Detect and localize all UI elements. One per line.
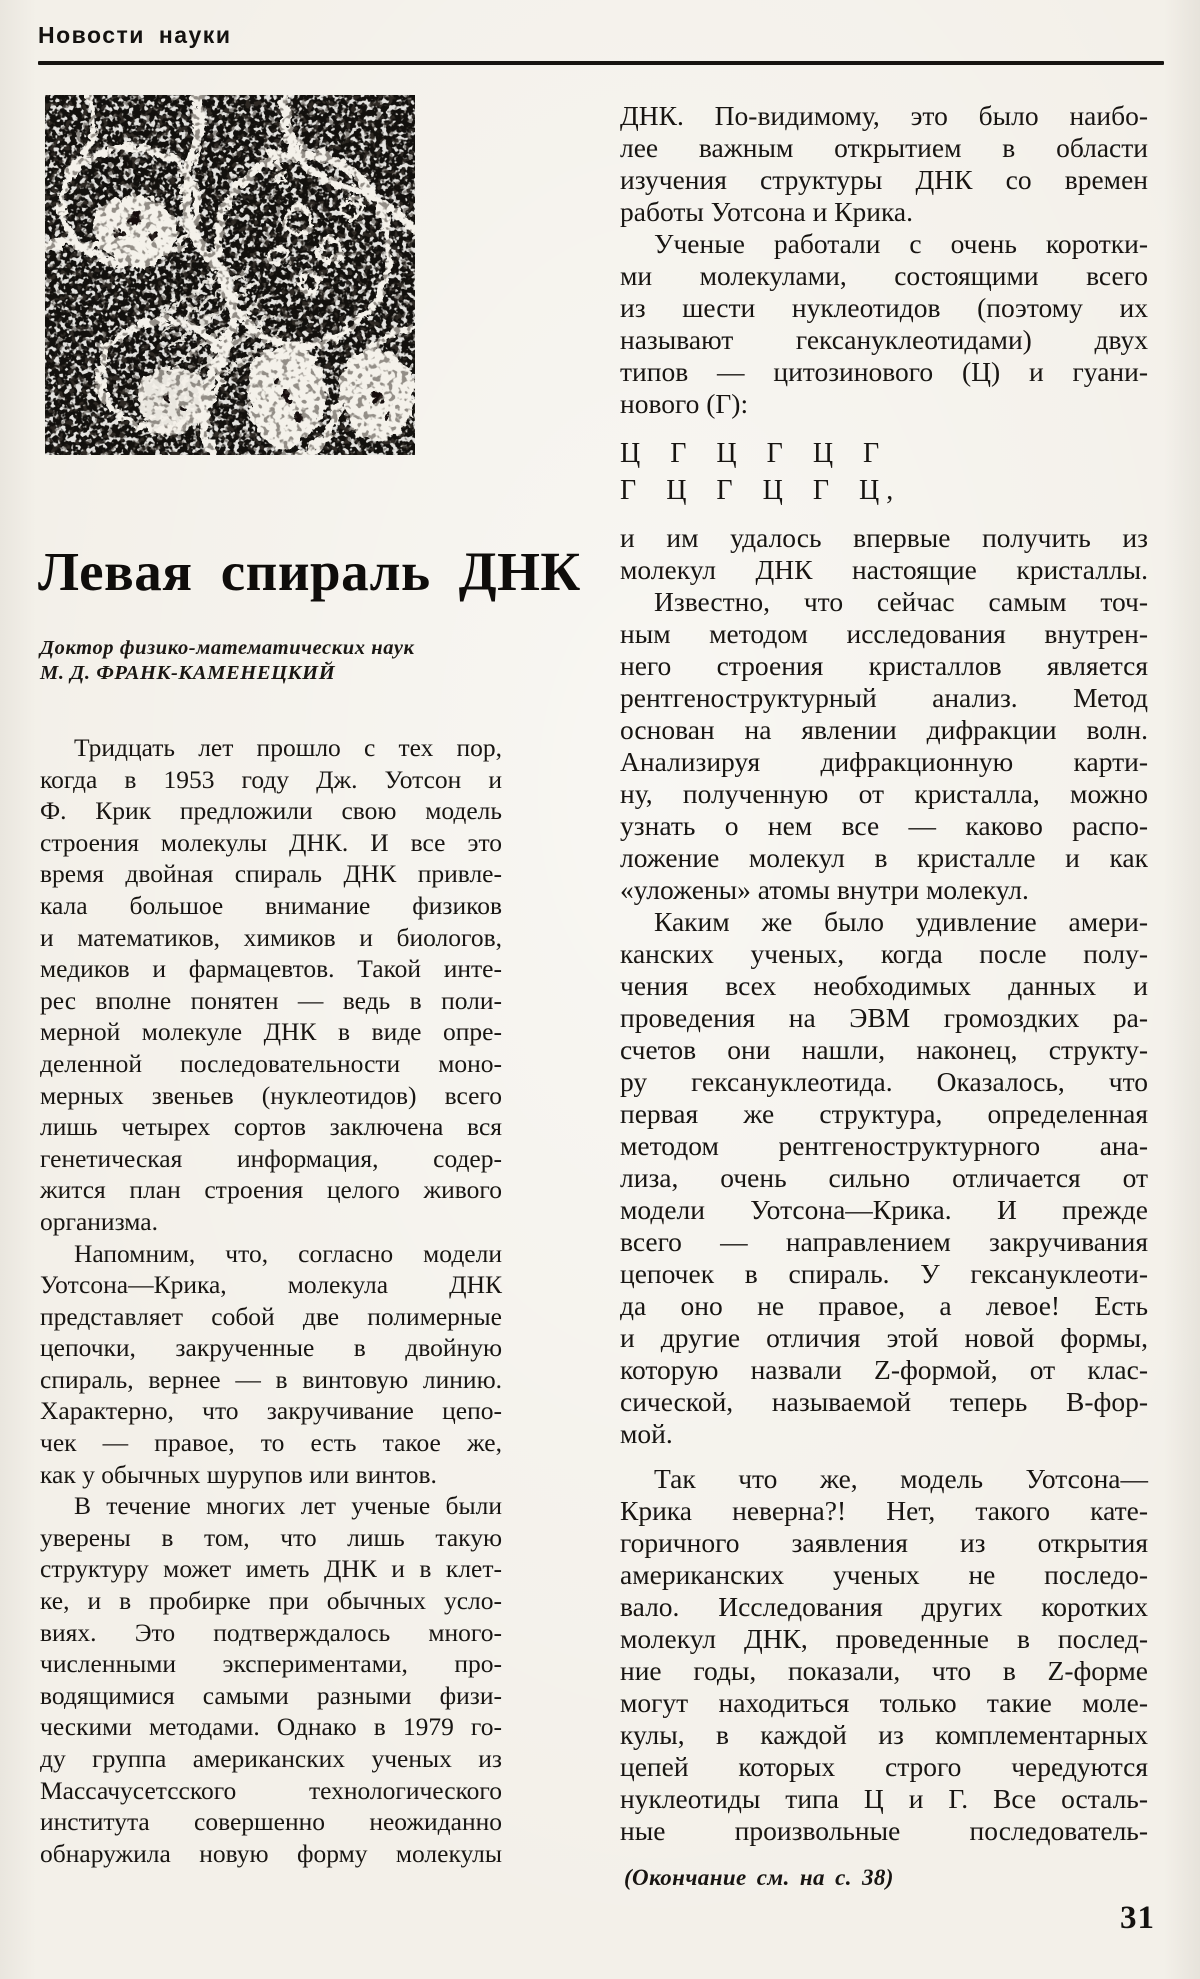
text-line: из шести нуклеотидов (поэтому их bbox=[620, 292, 1148, 323]
text-line: Ученые работали с очень коротки- bbox=[654, 228, 1148, 259]
text-line: горичного заявления из открытия bbox=[620, 1527, 1148, 1558]
text-line: Массачусетсского технологического bbox=[40, 1775, 502, 1805]
text-line: обнаружила новую форму молекулы bbox=[40, 1838, 502, 1868]
text-line: работы Уотсона и Крика. bbox=[620, 196, 913, 227]
text-line: ру гексануклеотида. Оказалось, что bbox=[620, 1066, 1148, 1097]
text-line: ДНК. По-видимому, это было наибо- bbox=[620, 100, 1148, 131]
text-line: структуру может иметь ДНК и в клет- bbox=[40, 1554, 502, 1584]
text-line: Уотсона—Крика, молекула ДНК bbox=[40, 1270, 502, 1300]
text-line: жится план строения целого живого bbox=[40, 1175, 502, 1205]
text-line: Напомним, что, согласно модели bbox=[74, 1238, 502, 1268]
text-line: Крика неверна?! Нет, такого кате- bbox=[620, 1495, 1148, 1526]
text-line: «уложены» атомы внутри молекул. bbox=[620, 874, 1029, 905]
text-line: рес вполне понятен — ведь в поли- bbox=[40, 985, 502, 1015]
text-line: всего — направлением закручивания bbox=[620, 1226, 1148, 1257]
section-rubric: Новости науки bbox=[38, 22, 232, 48]
text-line: ну, полученную от кристалла, можно bbox=[620, 778, 1148, 809]
text-line: изучения структуры ДНК со времен bbox=[620, 164, 1148, 195]
text-line: американских ученых не последо- bbox=[620, 1559, 1148, 1590]
text-line: медиков и фармацевтов. Такой инте- bbox=[40, 954, 502, 984]
text-line: Так что же, модель Уотсона— bbox=[654, 1463, 1148, 1494]
text-line: строения молекулы ДНК. И все это bbox=[40, 827, 502, 857]
page-number: 31 bbox=[1120, 1900, 1155, 1936]
text-line: представляет собой две полимерные bbox=[40, 1301, 502, 1331]
text-line: молекул ДНК настоящие кристаллы. bbox=[620, 554, 1148, 585]
rubric-rule bbox=[38, 61, 1164, 65]
text-line: Ф. Крик предложили свою модель bbox=[40, 796, 502, 826]
text-line: спираль, вернее — в винтовую линию. bbox=[40, 1364, 502, 1394]
text-line: Известно, что сейчас самым точ- bbox=[654, 586, 1148, 617]
text-line: ческими методами. Однако в 1979 го- bbox=[40, 1712, 502, 1742]
text-line: ние годы, показали, что в Z-форме bbox=[620, 1655, 1148, 1686]
text-line: лиза, очень сильно отличается от bbox=[620, 1162, 1148, 1193]
article-author bbox=[40, 636, 520, 686]
paragraph bbox=[40, 1238, 502, 1491]
text-line: молекул ДНК, проведенные в послед- bbox=[620, 1623, 1148, 1654]
text-line: типов — цитозинового (Ц) и гуани- bbox=[620, 356, 1148, 387]
text-line: да оно не правое, а левое! Есть bbox=[620, 1290, 1148, 1321]
paragraph bbox=[620, 586, 1148, 906]
text-line: Ц Г Ц Г Ц Г bbox=[620, 438, 887, 469]
text-line: время двойная спираль ДНК привле- bbox=[40, 859, 502, 889]
text-line: В течение многих лет ученые были bbox=[74, 1491, 502, 1521]
text-line: кала большое внимание физиков bbox=[40, 890, 502, 920]
text-line: могут находиться только такие моле- bbox=[620, 1687, 1148, 1718]
text-line: цепей которых строго чередуются bbox=[620, 1751, 1148, 1782]
right-column-text bbox=[620, 100, 1148, 1894]
text-line: счетов они нашли, наконец, структу- bbox=[620, 1034, 1148, 1065]
text-line: Анализируя дифракционную карти- bbox=[620, 746, 1148, 777]
paragraph bbox=[40, 732, 502, 1238]
text-line: деленной последовательности моно- bbox=[40, 1048, 502, 1078]
text-line: ложение молекул в кристалле и как bbox=[620, 842, 1148, 873]
article-title: Левая спираль ДНК bbox=[38, 541, 581, 602]
text-line: нового (Г): bbox=[620, 388, 749, 419]
author-degree-line: Доктор физико-математических наук bbox=[40, 637, 415, 659]
text-line: канских ученых, когда после полу- bbox=[620, 938, 1148, 969]
text-line: вало. Исследования других коротких bbox=[620, 1591, 1148, 1622]
text-line: которую назвали Z-формой, от клас- bbox=[620, 1354, 1148, 1385]
paragraph bbox=[620, 1463, 1148, 1847]
text-line: ные произвольные последователь- bbox=[620, 1815, 1148, 1846]
paragraph bbox=[620, 100, 1148, 228]
micrograph-art bbox=[45, 95, 415, 455]
text-line: называют гексануклеотидами) двух bbox=[620, 324, 1148, 355]
text-line: основан на явлении дифракции волн. bbox=[620, 714, 1148, 745]
text-line: методом рентгеноструктурного ана- bbox=[620, 1130, 1148, 1161]
text-line: модели Уотсона—Крика. И прежде bbox=[620, 1194, 1148, 1225]
text-line: мерной молекуле ДНК в виде опре- bbox=[40, 1017, 502, 1047]
hexanucleotide-formula bbox=[620, 435, 1148, 509]
text-line: ми молекулами, состоящими всего bbox=[620, 260, 1148, 291]
text-line: Тридцать лет прошло с тех пор, bbox=[74, 733, 502, 762]
text-line: ду группа американских ученых из bbox=[40, 1744, 502, 1773]
text-line: сической, называемой теперь В-фор- bbox=[620, 1386, 1148, 1417]
text-line: генетическая информация, содер- bbox=[40, 1143, 502, 1173]
text-line: цепочек в спираль. У гексануклеоти- bbox=[620, 1258, 1148, 1289]
text-line: организма. bbox=[40, 1206, 158, 1236]
text-line: узнать о нем все — каково распо- bbox=[620, 810, 1148, 841]
text-line: численными экспериментами, про- bbox=[40, 1649, 502, 1679]
text-line: лишь четырех сортов заключена вся bbox=[40, 1112, 502, 1142]
text-line: цепочки, закрученные в двойную bbox=[40, 1333, 502, 1363]
text-line: чения всех необходимых данных и bbox=[620, 970, 1148, 1001]
paragraph bbox=[620, 522, 1148, 586]
left-column-text bbox=[40, 732, 502, 1869]
text-line: Каким же было удивление амери- bbox=[654, 906, 1148, 937]
text-line: виях. Это подтверждалось много- bbox=[40, 1617, 502, 1647]
text-line: мой. bbox=[620, 1418, 673, 1449]
text-line: и математиков, химиков и биологов, bbox=[40, 922, 502, 952]
micrograph-illustration bbox=[45, 95, 415, 455]
author-name-line: М. Д. ФРАНК-КАМЕНЕЦКИЙ bbox=[40, 662, 336, 684]
text-line: и другие отличия этой новой формы, bbox=[620, 1322, 1148, 1353]
text-line: ным методом исследования внутрен- bbox=[620, 618, 1148, 649]
text-line: Г Ц Г Ц Г Ц, bbox=[620, 475, 901, 506]
text-line: него строения кристаллов является bbox=[620, 650, 1148, 681]
text-line: когда в 1953 году Дж. Уотсон и bbox=[40, 764, 502, 794]
text-line: ке, и в пробирке при обычных усло- bbox=[40, 1586, 502, 1616]
text-line: мерных звеньев (нуклеотидов) всего bbox=[40, 1080, 502, 1110]
continuation-note: (Окончание см. на с. 38) bbox=[624, 1865, 894, 1890]
text-line: нуклеотиды типа Ц и Г. Все осталь- bbox=[620, 1783, 1148, 1814]
text-line: института совершенно неожиданно bbox=[40, 1807, 502, 1837]
paragraph bbox=[620, 906, 1148, 1450]
text-line: рентгеноструктурный анализ. Метод bbox=[620, 682, 1148, 713]
text-line: лее важным открытием в области bbox=[620, 132, 1148, 163]
text-line: водящимися самыми разными физи- bbox=[40, 1680, 502, 1710]
text-line: чек — правое, то есть такое же, bbox=[40, 1428, 502, 1458]
text-line: и им удалось впервые получить из bbox=[620, 522, 1148, 553]
text-line: проведения на ЭВМ громоздких ра- bbox=[620, 1002, 1148, 1033]
paragraph bbox=[40, 1490, 502, 1869]
text-line: первая же структура, определенная bbox=[620, 1098, 1148, 1129]
text-line: Характерно, что закручивание цепо- bbox=[40, 1396, 502, 1426]
text-line: кулы, в каждой из комплементарных bbox=[620, 1719, 1148, 1750]
paragraph bbox=[620, 228, 1148, 420]
text-line: уверены в том, что лишь такую bbox=[40, 1522, 502, 1552]
text-line: как у обычных шурупов или винтов. bbox=[40, 1459, 437, 1489]
